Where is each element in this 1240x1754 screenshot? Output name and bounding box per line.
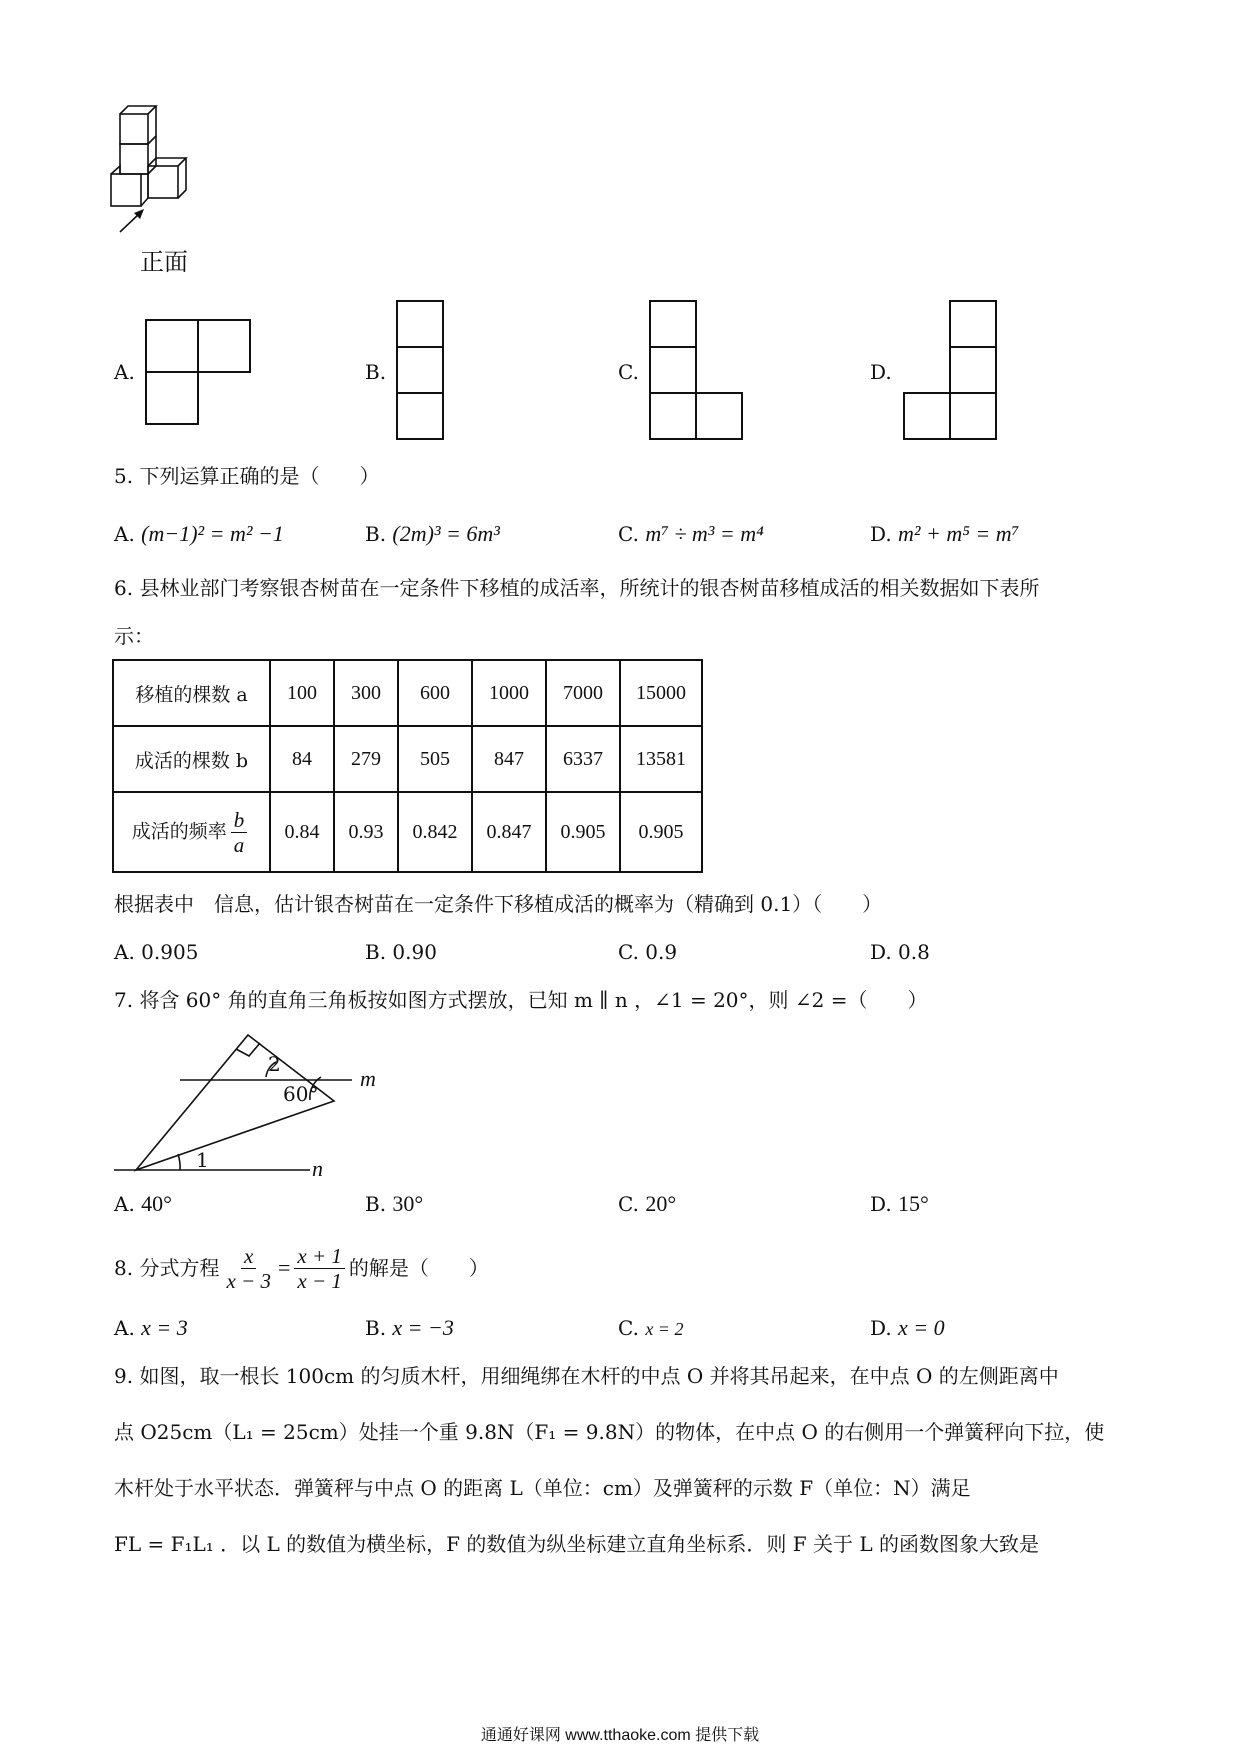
q8-option-a-label: A.: [114, 1316, 135, 1340]
q5-option-d: [870, 520, 1019, 548]
fraction-denominator: a: [233, 832, 245, 857]
table-row: [113, 660, 702, 726]
equals-sign: =: [277, 1255, 291, 1280]
q7-option-c: [618, 1190, 676, 1218]
table-cell: 0.842: [398, 792, 472, 872]
table-cell: 0.905: [620, 792, 702, 872]
q9-line4: FL = F₁L₁ ．以 L 的数值为横坐标，F 的数值为纵坐标建立直角坐标系．则 F 关于 L 的函数图象大致是: [114, 1532, 1039, 1556]
q8-option-d-label: D.: [870, 1316, 892, 1340]
q5-option-b-expr: (2m)³ = 6m³: [392, 521, 500, 546]
q8-prefix: 8. 分式方程: [114, 1256, 220, 1280]
table-cell: 0.93: [334, 792, 398, 872]
q5-option-c: [618, 520, 764, 548]
q7-option-b-label: B.: [365, 1192, 387, 1216]
row-header-frequency: [113, 792, 270, 872]
table-cell: 100: [270, 660, 334, 726]
q8-fraction-left: [223, 1244, 274, 1293]
q8-option-a: [114, 1314, 188, 1342]
q5-option-a: [114, 520, 284, 548]
q6-question: 根据表中 信息，估计银杏树苗在一定条件下移植成活的概率为（精确到 0.1）（ ）: [114, 892, 883, 916]
row-header-transplanted: 移植的棵数 a: [113, 660, 270, 726]
q4-option-d-figure: [902, 299, 1002, 441]
q9-line2: 点 O25cm（L₁ = 25cm）处挂一个重 9.8N（F₁ = 9.8N）的物体，在中点 O 的右侧用一个弹簧秤向下拉，使: [114, 1420, 1105, 1444]
fraction-numerator: x + 1: [294, 1244, 345, 1269]
triangle-parallel-lines-figure: [110, 1030, 370, 1180]
fraction-numerator: x: [241, 1244, 256, 1269]
table-cell: 600: [398, 660, 472, 726]
table-cell: 13581: [620, 726, 702, 792]
q7-option-c-label: C.: [618, 1192, 639, 1216]
q8-option-d-value: x = 0: [898, 1315, 945, 1340]
q8-option-b-label: B.: [365, 1316, 387, 1340]
angle-1-label: 1: [196, 1148, 209, 1172]
table-cell: 279: [334, 726, 398, 792]
q8-option-b: [365, 1314, 454, 1342]
frequency-fraction: [231, 808, 248, 857]
q8-stem: [114, 1240, 489, 1296]
survival-data-table: [112, 659, 703, 873]
q8-option-d: [870, 1314, 945, 1342]
q4-option-a-figure: [144, 318, 254, 428]
q4-option-c-label: C.: [618, 360, 639, 384]
table-cell: 7000: [546, 660, 620, 726]
q5-option-a-expr: (m−1)² = m² −1: [141, 521, 284, 546]
fraction-denominator: x − 3: [226, 1268, 271, 1293]
q4-option-b-figure: [395, 299, 447, 441]
q7-stem: 7. 将含 60° 角的直角三角板按如图方式摆放，已知 m ∥ n ，∠1 = 20°，则 ∠2 =（ ）: [114, 988, 928, 1012]
q5-option-d-expr: m² + m⁵ = m⁷: [898, 521, 1020, 546]
q5-option-c-label: C.: [618, 522, 639, 546]
row-header-survived: 成活的棵数 b: [113, 726, 270, 792]
q4-option-d-label: D.: [870, 360, 892, 384]
q8-option-c-label: C.: [618, 1316, 639, 1340]
table-cell: 1000: [472, 660, 546, 726]
table-cell: 0.84: [270, 792, 334, 872]
q4-option-a-label: A.: [114, 360, 135, 384]
table-cell: 847: [472, 726, 546, 792]
fraction-denominator: x − 1: [297, 1268, 342, 1293]
q5-option-d-label: D.: [870, 522, 892, 546]
q8-option-c: [618, 1314, 683, 1343]
front-label: 正面: [140, 248, 188, 276]
q6-option-c: C. 0.9: [618, 940, 678, 964]
table-cell: 6337: [546, 726, 620, 792]
q4-option-c-figure: [648, 299, 748, 441]
page-footer: 通通好课网 www.tthaoke.com 提供下载: [480, 1727, 760, 1744]
angle-2-label: 2: [268, 1052, 281, 1076]
q6-stem-line1: 6. 县林业部门考察银杏树苗在一定条件下移植的成活率，所统计的银杏树苗移植成活的相关数据如下表所: [114, 576, 1040, 600]
q7-option-a: [114, 1190, 172, 1218]
q8-fraction-right: [294, 1244, 345, 1293]
line-m-label: m: [360, 1066, 376, 1091]
q8-option-b-value: x = −3: [392, 1315, 454, 1340]
q9-line1: 9. 如图，取一根长 100cm 的匀质木杆，用细绳绑在木杆的中点 O 并将其吊起来，在中点 O 的左侧距离中: [114, 1364, 1059, 1388]
q7-option-d-label: D.: [870, 1192, 892, 1216]
q4-option-b-label: B.: [365, 360, 387, 384]
q6-option-a: A. 0.905: [114, 940, 199, 964]
table-cell: 0.847: [472, 792, 546, 872]
line-n-label: n: [312, 1156, 323, 1181]
q7-option-b-value: 30°: [392, 1191, 424, 1216]
q7-option-d-value: 15°: [898, 1191, 929, 1216]
table-cell: 505: [398, 726, 472, 792]
table-cell: 84: [270, 726, 334, 792]
table-cell: 0.905: [546, 792, 620, 872]
q6-option-d: D. 0.8: [870, 940, 930, 964]
angle-60-label: 60°: [283, 1082, 319, 1106]
table-row: [113, 792, 702, 872]
q5-option-a-label: A.: [114, 522, 135, 546]
q6-option-b: B. 0.90: [365, 940, 437, 964]
cube-stack-figure: [108, 100, 208, 240]
frequency-label: 成活的频率: [131, 820, 227, 842]
table-cell: 300: [334, 660, 398, 726]
q8-option-a-value: x = 3: [141, 1315, 188, 1340]
q5-option-c-expr: m⁷ ÷ m³ = m⁴: [645, 521, 764, 546]
q5-option-b: [365, 520, 500, 548]
q7-option-d: [870, 1190, 929, 1218]
q7-option-b: [365, 1190, 423, 1218]
q9-line3: 木杆处于水平状态．弹簧秤与中点 O 的距离 L（单位：cm）及弹簧秤的示数 F（单位：N）满足: [114, 1476, 971, 1500]
fraction-numerator: b: [231, 808, 248, 833]
q8-option-c-value: x = 2: [645, 1319, 684, 1339]
table-cell: 15000: [620, 660, 702, 726]
q6-stem-line2: 示：: [114, 624, 154, 648]
q7-option-a-label: A.: [114, 1192, 135, 1216]
q5-stem: 5. 下列运算正确的是（ ）: [114, 464, 380, 488]
table-row: [113, 726, 702, 792]
q7-option-a-value: 40°: [141, 1191, 172, 1216]
q5-option-b-label: B.: [365, 522, 387, 546]
q8-suffix: 的解是（ ）: [348, 1256, 489, 1280]
q7-option-c-value: 20°: [645, 1191, 677, 1216]
